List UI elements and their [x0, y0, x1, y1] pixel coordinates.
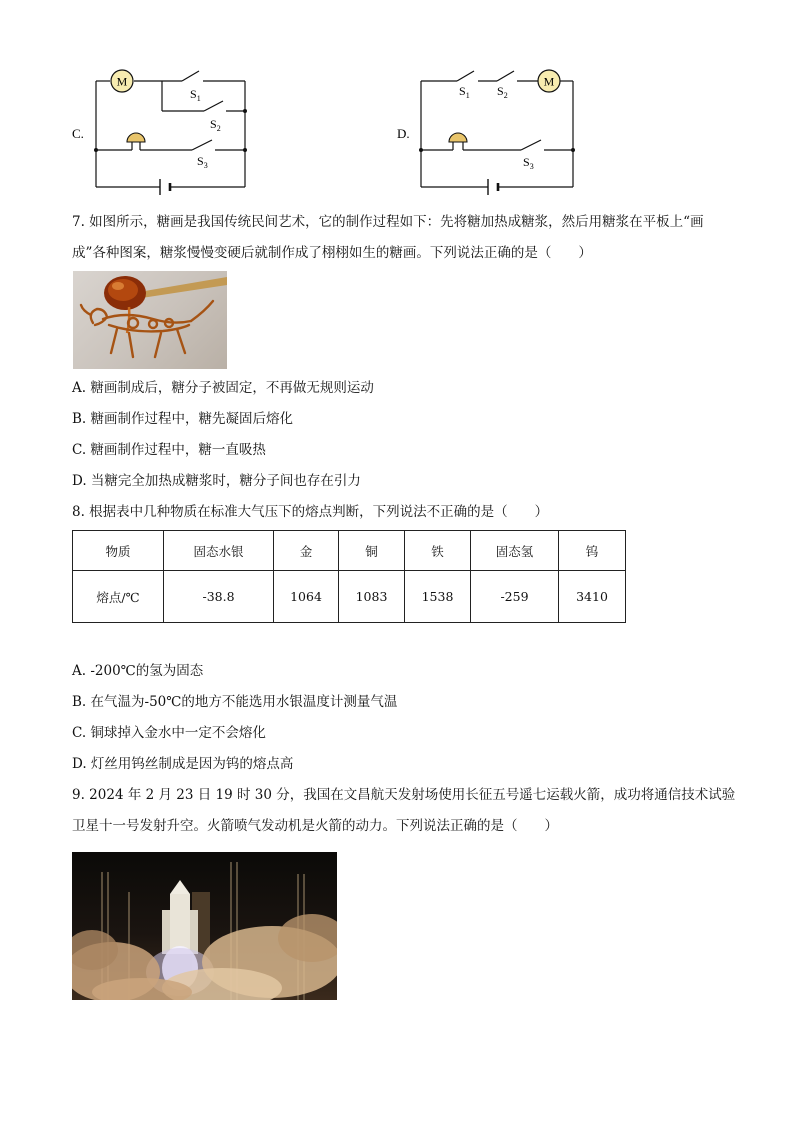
q7-option-b: B. 糖画制作过程中，糖先凝固后熔化	[72, 411, 294, 427]
q8-option-b: B. 在气温为-50℃的地方不能选用水银温度计测量气温	[72, 694, 398, 710]
table-header-cell: 铜	[339, 531, 405, 571]
table-row	[73, 571, 626, 623]
option-label-d: D.	[397, 126, 410, 141]
q7-option-c: C. 糖画制作过程中，糖一直吸热	[72, 442, 266, 458]
q7-option-d: D. 当糖完全加热成糖浆时，糖分子间也存在引力	[72, 473, 361, 489]
table-cell: 3410	[559, 571, 626, 623]
table-cell: -259	[471, 571, 559, 623]
table-header-cell: 钨	[559, 531, 626, 571]
switch-label-s1-c: $S_1$	[190, 87, 201, 103]
table-cell: 1083	[339, 571, 405, 623]
q9-stem-line2: 卫星十一号发射升空。火箭喷气发动机是火箭的动力。下列说法正确的是（ ）	[72, 818, 558, 834]
q7-stem-line1: 7. 如图所示，糖画是我国传统民间艺术，它的制作过程如下：先将糖加热成糖浆，然后用糖浆在平板上“画	[72, 214, 704, 230]
rocket-launch-photo	[72, 852, 337, 1000]
table-header-cell: 金	[274, 531, 339, 571]
table-header-cell: 固态氢	[471, 531, 559, 571]
lamp-symbol-d	[449, 133, 467, 142]
motor-symbol-c	[111, 70, 133, 92]
table-header-cell: 物质	[73, 531, 164, 571]
circuit-diagram-c	[60, 62, 260, 196]
switch-label-s2-d: $S_2$	[497, 84, 508, 100]
q8-stem: 8. 根据表中几种物质在标准大气压下的熔点判断，下列说法不正确的是（ ）	[72, 504, 549, 520]
table-cell: 1064	[274, 571, 339, 623]
motor-symbol-d	[538, 70, 560, 92]
q8-option-c: C. 铜球掉入金水中一定不会熔化	[72, 725, 266, 741]
svg-text:M: M	[543, 74, 555, 89]
table-header-cell: 固态水银	[164, 531, 274, 571]
option-label-c: C.	[72, 126, 84, 141]
table-row-label: 熔点/℃	[73, 571, 164, 623]
switch-label-s3-c: $S_3$	[197, 154, 208, 170]
q7-stem-line2: 成”各种图案，糖浆慢慢变硬后就制作成了栩栩如生的糖画。下列说法正确的是（ ）	[72, 245, 592, 261]
switch-label-s3-d: $S_3$	[523, 155, 534, 171]
melting-point-table	[72, 530, 626, 623]
table-header-cell: 铁	[405, 531, 471, 571]
q8-option-d: D. 灯丝用钨丝制成是因为钨的熔点高	[72, 756, 294, 772]
q7-option-a: A. 糖画制成后，糖分子被固定，不再做无规则运动	[72, 380, 374, 396]
svg-text:M: M	[116, 74, 128, 89]
lamp-symbol-c	[127, 133, 145, 142]
circuit-diagram-d	[385, 62, 585, 196]
table-cell: -38.8	[164, 571, 274, 623]
table-cell: 1538	[405, 571, 471, 623]
table-header-row	[73, 531, 626, 571]
q8-option-a: A. -200℃的氢为固态	[72, 663, 204, 679]
switch-label-s2-c: $S_2$	[210, 117, 221, 133]
switch-label-s1-d: $S_1$	[459, 84, 470, 100]
q9-stem-line1: 9. 2024 年 2 月 23 日 19 时 30 分，我国在文昌航天发射场使用长征五号遥七运载火箭，成功将通信技术试验	[72, 787, 736, 803]
sugar-painting-photo	[73, 271, 227, 369]
